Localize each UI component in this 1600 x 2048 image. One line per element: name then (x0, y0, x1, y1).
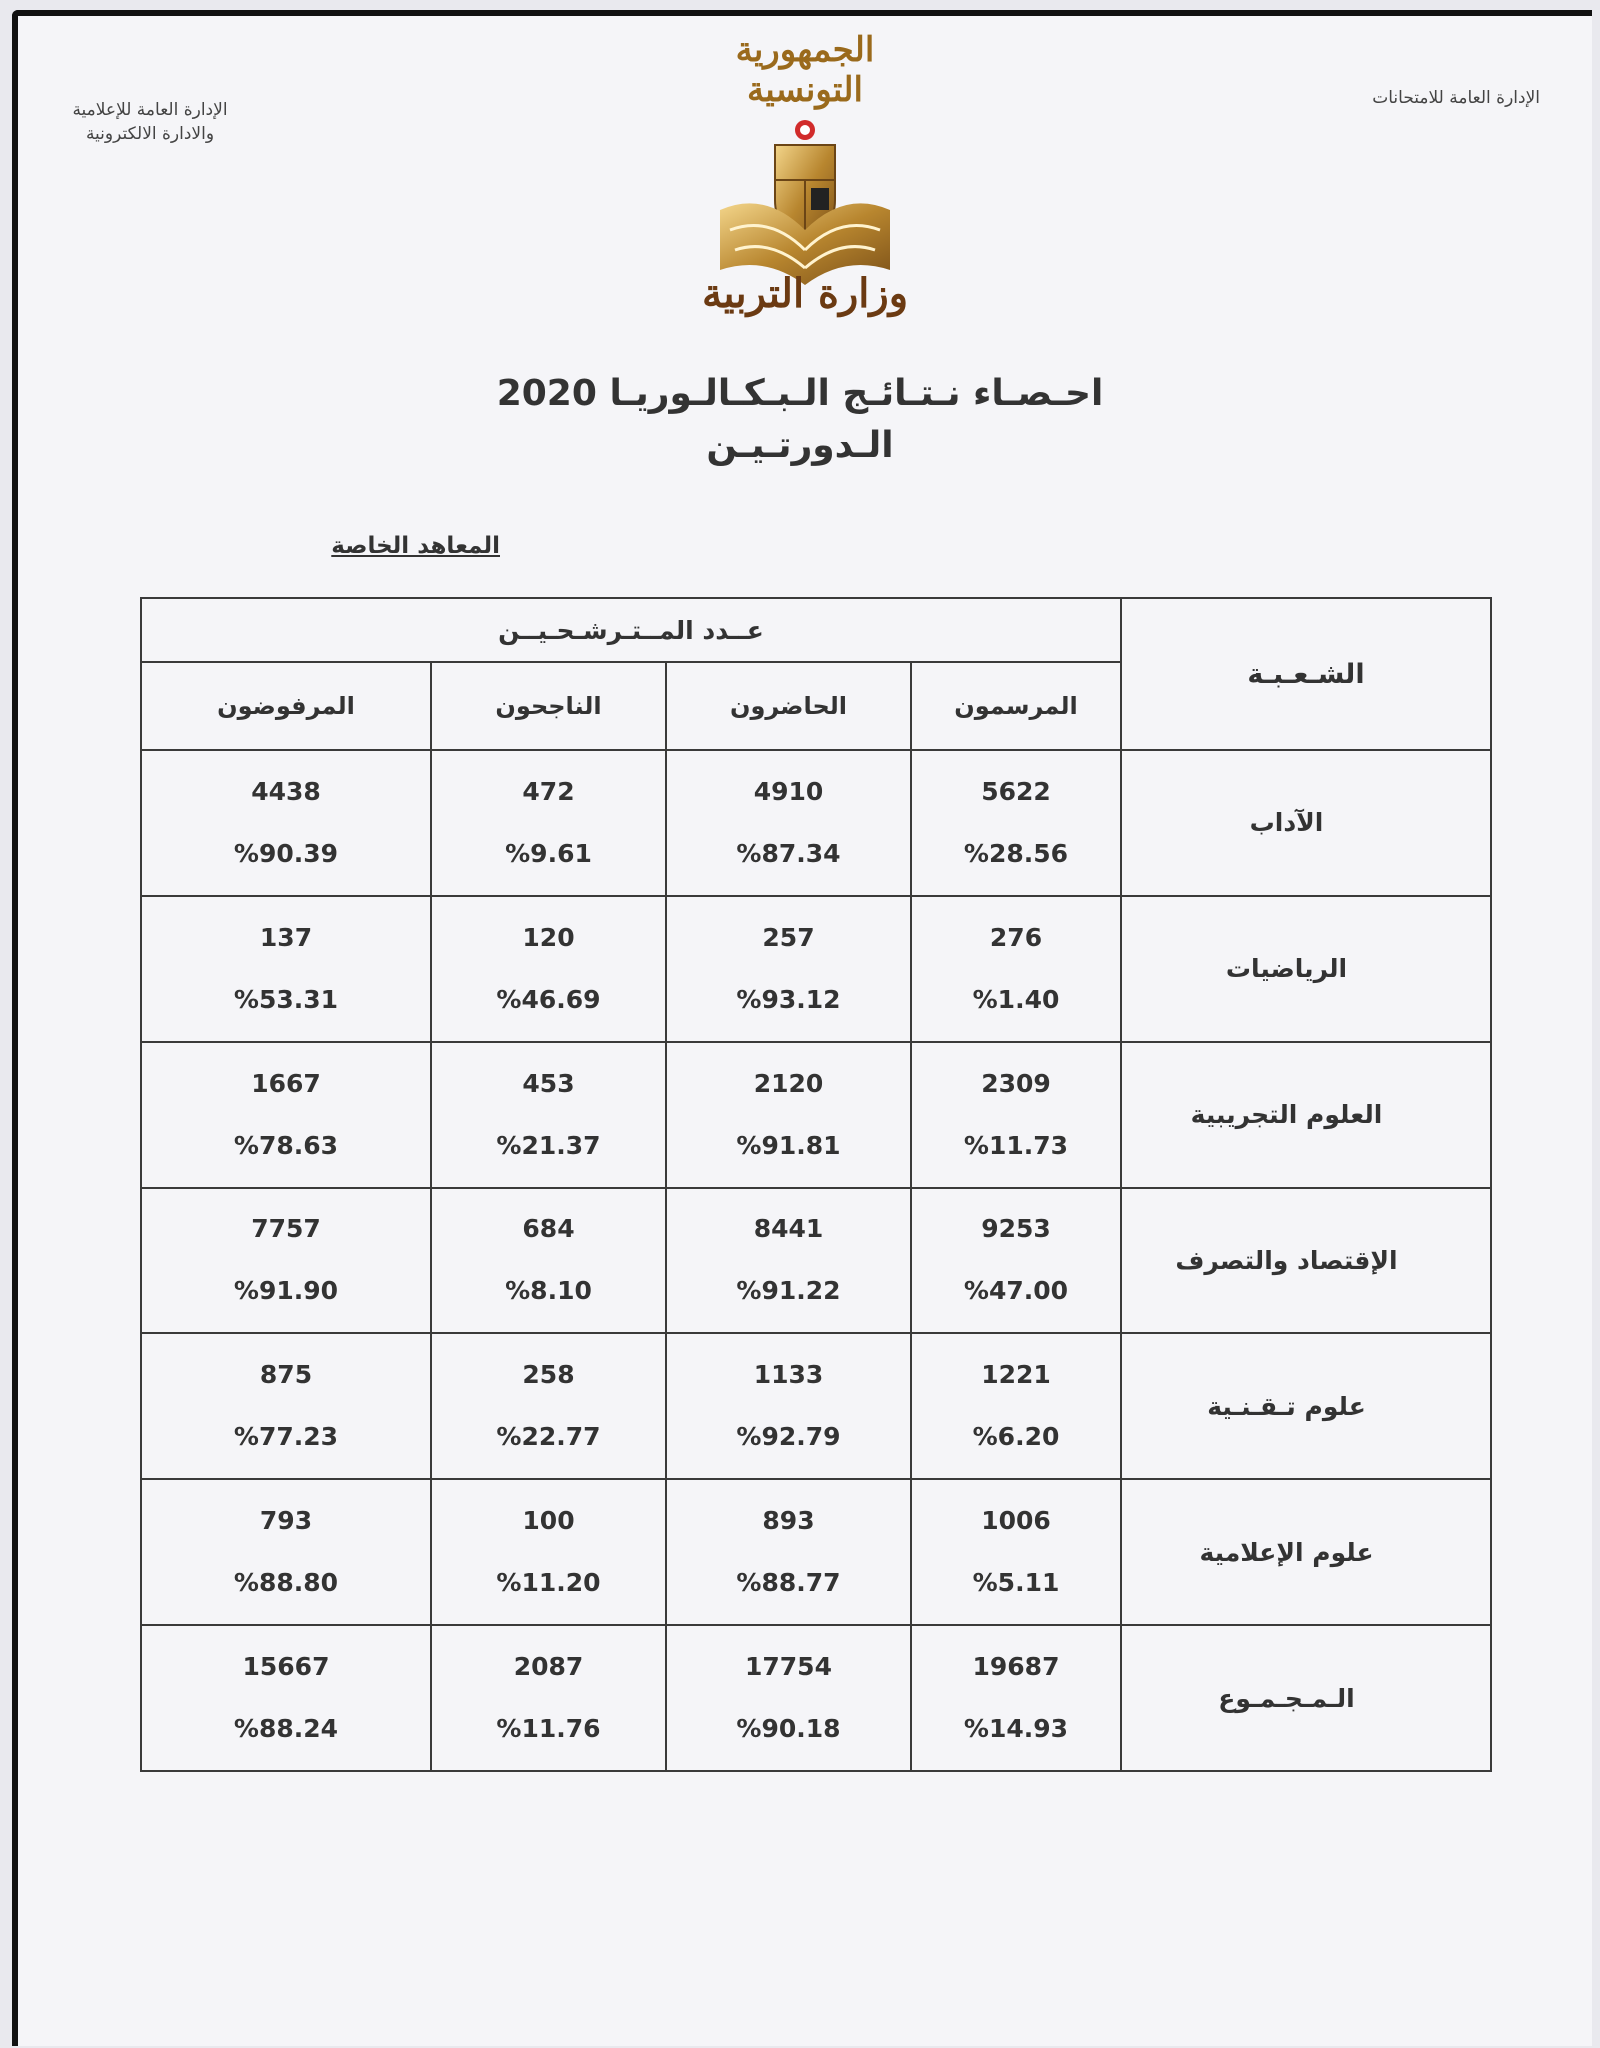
table-cell (431, 1042, 666, 1188)
cell-count: 7757 (251, 1214, 321, 1244)
left-header-line-2: والادارة الالكترونية (85, 124, 215, 144)
column-header-passed: الناجحون (431, 662, 666, 750)
cell-percentage: %5.11 (972, 1568, 1060, 1598)
table-row (141, 1479, 1491, 1625)
table-cell (911, 1333, 1121, 1479)
cell-count: 15667 (242, 1652, 330, 1682)
table-cell (141, 896, 431, 1042)
cell-count: 9253 (981, 1214, 1051, 1244)
cell-percentage: %88.80 (233, 1568, 339, 1598)
branch-column-header: الشـعـبـة (1121, 598, 1491, 750)
cell-count: 793 (259, 1506, 313, 1536)
table-cell (911, 1479, 1121, 1625)
cell-percentage: %9.61 (505, 838, 592, 868)
table-cell (141, 1333, 431, 1479)
cell-count: 120 (522, 922, 575, 952)
cell-percentage: %87.34 (736, 838, 841, 868)
table-cell (141, 1188, 431, 1334)
branch-name: الـمـجـمـوع (1121, 1625, 1491, 1771)
title-line-2: الـدورتـيـن (706, 425, 894, 466)
section-label: المعاهد الخاصة (331, 533, 500, 559)
coat-of-arms-icon (690, 80, 920, 300)
cell-count: 684 (522, 1214, 575, 1244)
table-cell (141, 1625, 431, 1771)
document-title (400, 368, 1200, 472)
cell-percentage: %11.76 (496, 1714, 601, 1744)
cell-count: 875 (259, 1360, 313, 1390)
table-cell (141, 1479, 431, 1625)
cell-count: 2120 (753, 1068, 824, 1098)
cell-count: 453 (522, 1068, 575, 1098)
cell-percentage: %28.56 (963, 838, 1069, 868)
cell-percentage: %47.00 (963, 1276, 1069, 1306)
table-row (141, 1333, 1491, 1479)
cell-percentage: %91.81 (736, 1130, 841, 1160)
cell-count: 17754 (745, 1652, 832, 1682)
table-cell (141, 1042, 431, 1188)
issuing-department-left (50, 98, 250, 146)
table-cell (431, 750, 666, 896)
cell-count: 5622 (981, 776, 1051, 806)
table-cell (431, 1333, 666, 1479)
column-header-rejected: المرفوضون (141, 662, 431, 750)
table-cell (431, 1188, 666, 1334)
ministry-crest (690, 30, 920, 330)
cell-percentage: %90.18 (736, 1714, 841, 1744)
cell-percentage: %46.69 (496, 984, 601, 1014)
cell-percentage: %91.90 (233, 1276, 339, 1306)
cell-percentage: %88.77 (736, 1568, 841, 1598)
cell-count: 1133 (753, 1360, 824, 1390)
table-cell (431, 896, 666, 1042)
issuing-department-right: الإدارة العامة للامتحانات (1372, 88, 1540, 108)
table-cell (911, 1042, 1121, 1188)
cell-count: 472 (522, 776, 575, 806)
cell-count: 258 (522, 1360, 575, 1390)
cell-percentage: %91.22 (736, 1276, 841, 1306)
crest-ministry-text: وزارة التربية (701, 270, 909, 317)
candidates-group-header: عــدد المــتـرشـحـيــن (141, 598, 1121, 662)
cell-count: 1221 (981, 1360, 1051, 1390)
table-row (141, 1188, 1491, 1334)
cell-count: 100 (522, 1506, 575, 1536)
cell-count: 2309 (981, 1068, 1051, 1098)
cell-count: 1667 (251, 1068, 321, 1098)
branch-name: الآداب (1121, 750, 1491, 896)
title-line-1: احـصـاء نـتـائـج الـبـكـالـوريـا 2020 (496, 373, 1104, 414)
table-cell (911, 1188, 1121, 1334)
cell-percentage: %21.37 (496, 1130, 601, 1160)
cell-count: 8441 (753, 1214, 824, 1244)
cell-count: 257 (762, 922, 815, 952)
cell-percentage: %77.23 (233, 1422, 339, 1452)
table-cell (911, 896, 1121, 1042)
cell-percentage: %78.63 (233, 1130, 339, 1160)
crest-republic-text: الجمهورية التونسية (735, 30, 875, 110)
cell-percentage: %90.39 (233, 838, 339, 868)
table-cell (666, 1188, 911, 1334)
cell-percentage: %1.40 (972, 984, 1060, 1014)
cell-count: 2087 (513, 1652, 584, 1682)
table-cell (911, 1625, 1121, 1771)
table-cell (666, 896, 911, 1042)
table-row (141, 1625, 1491, 1771)
cell-percentage: %6.20 (972, 1422, 1060, 1452)
branch-name: علوم الإعلامية (1121, 1479, 1491, 1625)
cell-count: 1006 (981, 1506, 1051, 1536)
cell-count: 4910 (753, 776, 824, 806)
cell-percentage: %53.31 (233, 984, 339, 1014)
branch-name: الرياضيات (1121, 896, 1491, 1042)
table-row (141, 896, 1491, 1042)
cell-percentage: %92.79 (736, 1422, 841, 1452)
table-cell (911, 750, 1121, 896)
branch-name: الإقتصاد والتصرف (1121, 1188, 1491, 1334)
cell-count: 19687 (972, 1652, 1060, 1682)
table-row (141, 750, 1491, 896)
branch-name: علوم تـقـنـية (1121, 1333, 1491, 1479)
table-cell (666, 1333, 911, 1479)
table-cell (666, 1479, 911, 1625)
cell-percentage: %11.73 (963, 1130, 1069, 1160)
table-cell (666, 1625, 911, 1771)
table-row (141, 1042, 1491, 1188)
column-header-present: الحاضرون (666, 662, 911, 750)
table-cell (141, 750, 431, 896)
cell-count: 893 (762, 1506, 815, 1536)
cell-percentage: %88.24 (233, 1714, 339, 1744)
branch-name: العلوم التجريبية (1121, 1042, 1491, 1188)
table-cell (431, 1625, 666, 1771)
cell-percentage: %8.10 (505, 1276, 592, 1306)
column-header-registered: المرسمون (911, 662, 1121, 750)
results-table (140, 597, 1492, 1772)
table-cell (666, 1042, 911, 1188)
cell-count: 137 (259, 922, 313, 952)
cell-percentage: %14.93 (963, 1714, 1069, 1744)
left-header-line-1: الإدارة العامة للإعلامية (72, 100, 228, 120)
table-cell (666, 750, 911, 896)
table-cell (431, 1479, 666, 1625)
cell-percentage: %22.77 (496, 1422, 601, 1452)
cell-percentage: %11.20 (496, 1568, 601, 1598)
cell-percentage: %93.12 (736, 984, 841, 1014)
cell-count: 4438 (251, 776, 321, 806)
cell-count: 276 (989, 922, 1043, 952)
